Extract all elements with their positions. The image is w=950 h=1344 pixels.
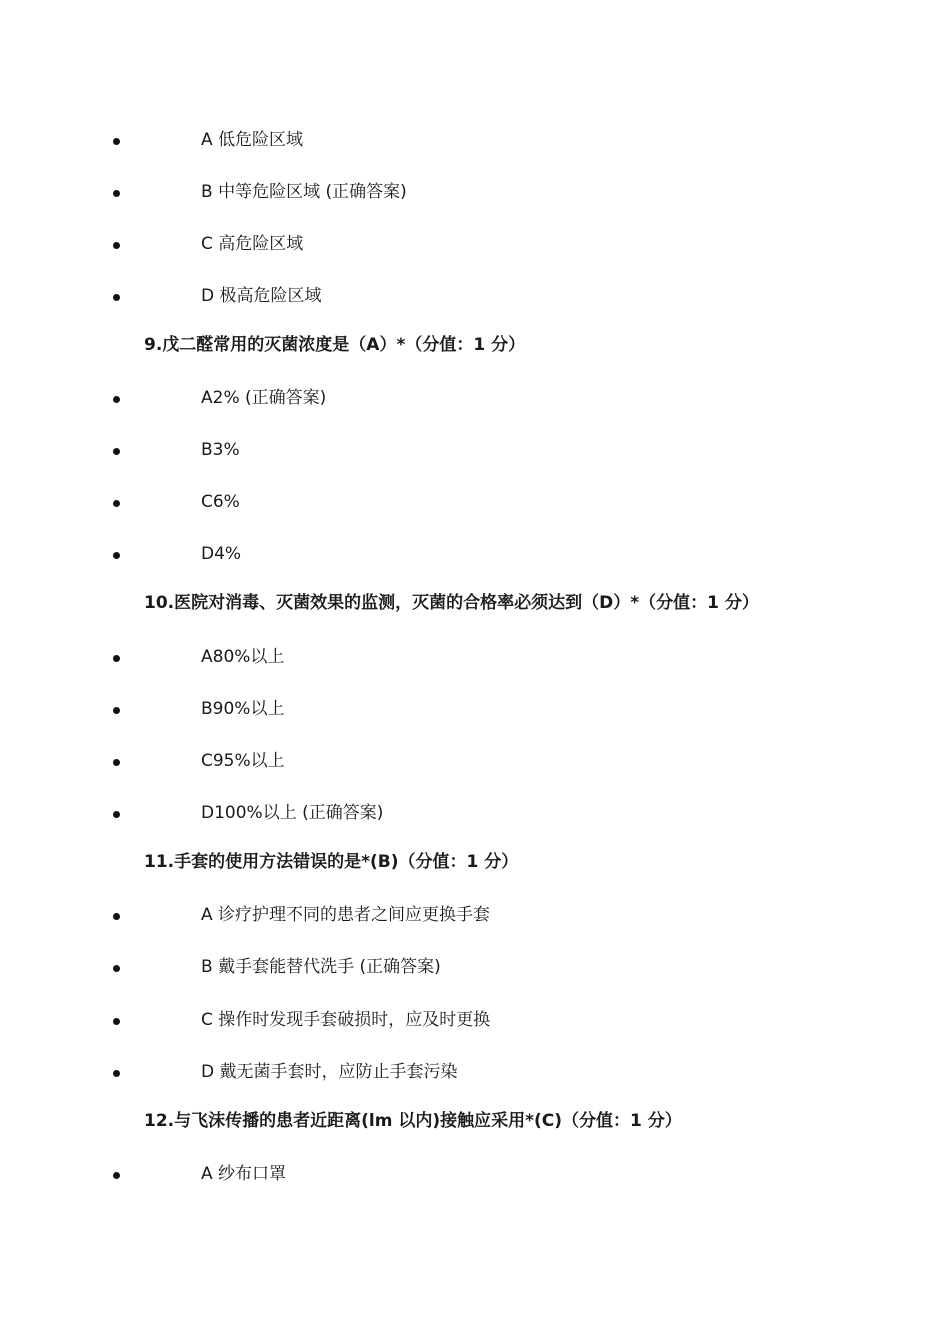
question-text: 11.手套的使用方法错误的是*(B)（分值：1 分） [144,852,519,872]
option-text: D 戴无菌手套时，应防止手套污染 [201,1062,458,1082]
question-text: 12.与飞沫传播的患者近距离(lm 以内)接触应采用*(C)（分值：1 分） [144,1111,682,1131]
option-row [0,952,950,982]
option-row [0,694,950,724]
option-text: C95%以上 [201,751,285,771]
option-text: C6% [201,492,240,512]
option-row [0,1159,950,1189]
option-text: D100%以上 (正确答案) [201,803,384,823]
bullet [113,759,120,766]
option-row [0,539,950,569]
bullet [113,552,120,559]
question-row [0,847,950,877]
bullet [113,1070,120,1077]
option-text: B 中等危险区域 (正确答案) [201,182,407,202]
option-row [0,281,950,311]
option-text: D4% [201,544,242,564]
bullet [113,448,120,455]
option-text: B3% [201,440,240,460]
option-text: A 低危险区域 [201,130,304,150]
bullet [113,500,120,507]
option-row [0,900,950,930]
bullet [113,1018,120,1025]
option-row [0,798,950,828]
bullet [113,707,120,714]
option-row [0,487,950,517]
option-text: A80%以上 [201,647,285,667]
option-text: A 纱布口罩 [201,1164,287,1184]
option-row [0,1005,950,1035]
bullet [113,138,120,145]
bullet [113,294,120,301]
question-row [0,1106,950,1136]
option-row [0,746,950,776]
bullet [113,913,120,920]
question-text: 10.医院对消毒、灭菌效果的监测，灭菌的合格率必须达到（D）*（分值：1 分） [144,593,759,613]
bullet [113,190,120,197]
bullet [113,655,120,662]
option-row [0,125,950,155]
option-row [0,435,950,465]
option-text: B90%以上 [201,699,285,719]
option-row [0,383,950,413]
question-text: 9.戊二醛常用的灭菌浓度是（A）*（分值：1 分） [144,335,526,355]
bullet [113,242,120,249]
bullet [113,396,120,403]
option-text: A 诊疗护理不同的患者之间应更换手套 [201,905,491,925]
option-row [0,642,950,672]
option-text: A2% (正确答案) [201,388,327,408]
option-row [0,177,950,207]
bullet [113,1172,120,1179]
option-text: B 戴手套能替代洗手 (正确答案) [201,957,441,977]
option-row [0,229,950,259]
option-row [0,1057,950,1087]
option-text: D 极高危险区域 [201,286,322,306]
question-row [0,588,950,618]
option-text: C 高危险区域 [201,234,304,254]
option-text: C 操作时发现手套破损时，应及时更换 [201,1010,491,1030]
bullet [113,811,120,818]
question-row [0,330,950,360]
bullet [113,965,120,972]
